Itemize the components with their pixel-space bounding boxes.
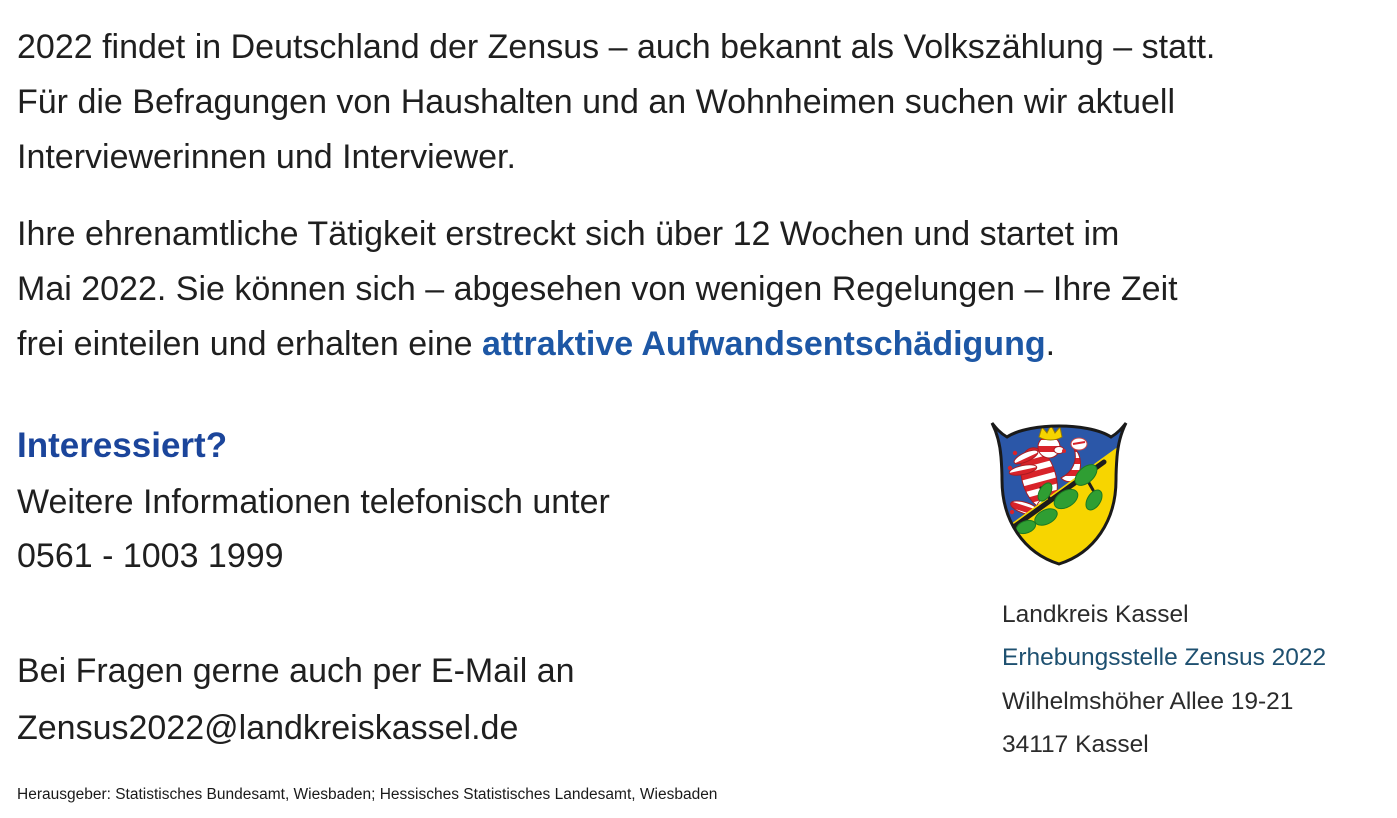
intro-line-2: Für die Befragungen von Haushalten und an Wohnheimen suchen wir aktuell xyxy=(17,83,1175,121)
publisher-footer: Herausgeber: Statistisches Bundesamt, Wiesbaden; Hessisches Statistisches Landesamt, Wiesbaden xyxy=(17,786,718,803)
intro-line-3: Interviewerinnen und Interviewer. xyxy=(17,138,516,176)
landkreis-kassel-coat-of-arms-icon xyxy=(988,420,1130,570)
email-address: Zensus2022@landkreiskassel.de xyxy=(17,709,519,747)
phone-number: 0561 - 1003 1999 xyxy=(17,537,284,575)
intro-paragraph xyxy=(17,20,1215,185)
details-line-3 xyxy=(17,317,1178,372)
address-street: Wilhelmshöher Allee 19-21 xyxy=(1002,687,1294,715)
email-intro-text: Bei Fragen gerne auch per E-Mail an xyxy=(17,652,575,690)
details-line-1: Ihre ehrenamtliche Tätigkeit erstreckt sich über 12 Wochen und startet im xyxy=(17,215,1120,253)
details-paragraph xyxy=(17,207,1178,372)
details-line-3-prefix: frei einteilen und erhalten eine xyxy=(17,325,482,363)
email-contact-block xyxy=(17,643,575,757)
interested-heading: Interessiert? xyxy=(17,426,228,465)
details-highlight-text: attraktive Aufwandsentschädigung xyxy=(482,325,1046,363)
phone-intro-text: Weitere Informationen telefonisch unter xyxy=(17,483,610,521)
address-block xyxy=(1002,593,1326,767)
address-org-name: Landkreis Kassel xyxy=(1002,601,1189,628)
address-city: 34117 Kassel xyxy=(1002,731,1149,759)
details-line-3-suffix: . xyxy=(1045,325,1056,363)
details-line-2: Mai 2022. Sie können sich – abgesehen von wenigen Regelungen – Ihre Zeit xyxy=(17,270,1178,308)
address-office: Erhebungsstelle Zensus 2022 xyxy=(1002,644,1327,672)
intro-line-1: 2022 findet in Deutschland der Zensus – auch bekannt als Volkszählung – statt. xyxy=(17,28,1216,66)
phone-contact-block xyxy=(17,475,610,583)
